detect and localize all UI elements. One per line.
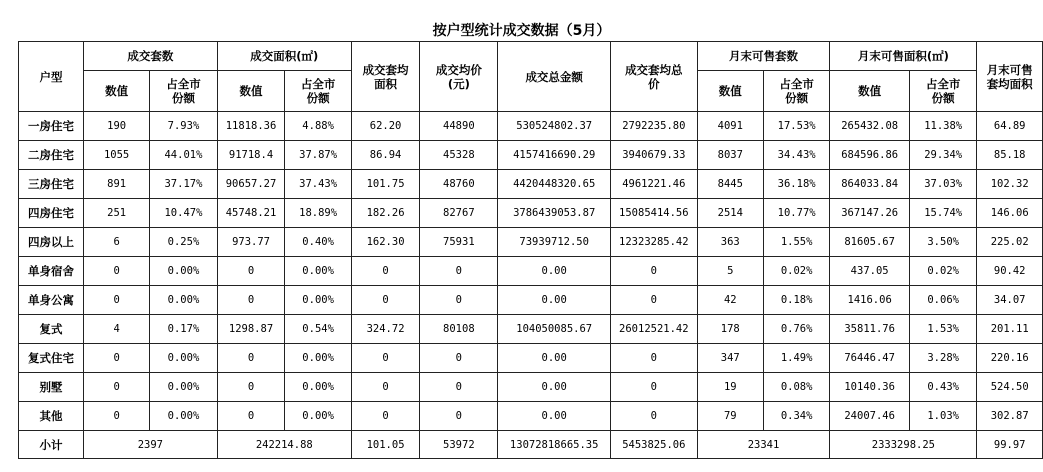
header-share: 占全市 份额 bbox=[763, 71, 829, 112]
subtotal-total-amount: 13072818665.35 bbox=[498, 431, 611, 459]
header-house-type: 户型 bbox=[19, 42, 84, 112]
cell-me-area: 684596.86 bbox=[830, 141, 910, 170]
cell-me-area-share: 1.53% bbox=[909, 315, 976, 344]
cell-avg-price: 0 bbox=[420, 402, 498, 431]
cell-me-area-share: 0.02% bbox=[909, 257, 976, 286]
cell-total-amount: 0.00 bbox=[498, 257, 611, 286]
cell-total-amount: 530524802.37 bbox=[498, 112, 611, 141]
cell-units: 251 bbox=[84, 199, 150, 228]
cell-area: 90657.27 bbox=[217, 170, 285, 199]
header-value: 数值 bbox=[830, 71, 910, 112]
cell-me-units-share: 34.43% bbox=[763, 141, 829, 170]
cell-me-units-share: 0.02% bbox=[763, 257, 829, 286]
cell-me-units: 42 bbox=[697, 286, 763, 315]
cell-me-area-share: 3.50% bbox=[909, 228, 976, 257]
cell-me-units-share: 17.53% bbox=[763, 112, 829, 141]
cell-me-units: 347 bbox=[697, 344, 763, 373]
cell-me-units: 2514 bbox=[697, 199, 763, 228]
cell-area-share: 0.00% bbox=[285, 286, 351, 315]
cell-avg-price: 45328 bbox=[420, 141, 498, 170]
cell-me-units: 19 bbox=[697, 373, 763, 402]
header-deal-area: 成交面积(㎡) bbox=[217, 42, 351, 71]
cell-area: 0 bbox=[217, 373, 285, 402]
row-label: 复式住宅 bbox=[19, 344, 84, 373]
row-label: 复式 bbox=[19, 315, 84, 344]
cell-total-amount: 3786439053.87 bbox=[498, 199, 611, 228]
subtotal-me-avg-area: 99.97 bbox=[977, 431, 1043, 459]
cell-avg-total: 0 bbox=[610, 286, 697, 315]
table-row bbox=[19, 315, 1043, 344]
cell-area: 0 bbox=[217, 257, 285, 286]
cell-area-share: 0.00% bbox=[285, 344, 351, 373]
cell-units-share: 0.17% bbox=[150, 315, 217, 344]
cell-avg-area: 101.75 bbox=[351, 170, 419, 199]
cell-total-amount: 0.00 bbox=[498, 286, 611, 315]
subtotal-avg-total: 5453825.06 bbox=[610, 431, 697, 459]
row-label: 二房住宅 bbox=[19, 141, 84, 170]
cell-me-units: 79 bbox=[697, 402, 763, 431]
cell-avg-price: 82767 bbox=[420, 199, 498, 228]
cell-me-avg-area: 34.07 bbox=[977, 286, 1043, 315]
subtotal-me-area: 2333298.25 bbox=[830, 431, 977, 459]
cell-area-share: 4.88% bbox=[285, 112, 351, 141]
cell-me-avg-area: 524.50 bbox=[977, 373, 1043, 402]
table-row bbox=[19, 141, 1043, 170]
subtotal-avg-price: 53972 bbox=[420, 431, 498, 459]
row-label: 其他 bbox=[19, 402, 84, 431]
cell-area-share: 0.00% bbox=[285, 402, 351, 431]
table-row bbox=[19, 112, 1043, 141]
cell-units-share: 0.25% bbox=[150, 228, 217, 257]
cell-units: 0 bbox=[84, 257, 150, 286]
cell-avg-total: 0 bbox=[610, 257, 697, 286]
cell-me-units-share: 0.08% bbox=[763, 373, 829, 402]
table-title: 按户型统计成交数据（5月） bbox=[432, 23, 611, 39]
cell-units-share: 7.93% bbox=[150, 112, 217, 141]
cell-units: 4 bbox=[84, 315, 150, 344]
cell-area-share: 0.54% bbox=[285, 315, 351, 344]
header-deal-units: 成交套数 bbox=[84, 42, 218, 71]
cell-units: 0 bbox=[84, 286, 150, 315]
cell-area-share: 37.43% bbox=[285, 170, 351, 199]
cell-area: 91718.4 bbox=[217, 141, 285, 170]
cell-me-units-share: 36.18% bbox=[763, 170, 829, 199]
cell-me-units-share: 1.55% bbox=[763, 228, 829, 257]
header-row-1 bbox=[19, 42, 1043, 71]
cell-me-area: 437.05 bbox=[830, 257, 910, 286]
cell-avg-area: 162.30 bbox=[351, 228, 419, 257]
cell-me-area-share: 1.03% bbox=[909, 402, 976, 431]
cell-avg-price: 44890 bbox=[420, 112, 498, 141]
cell-area-share: 18.89% bbox=[285, 199, 351, 228]
cell-units: 0 bbox=[84, 344, 150, 373]
cell-me-area: 35811.76 bbox=[830, 315, 910, 344]
cell-avg-price: 0 bbox=[420, 373, 498, 402]
header-avg-area: 成交套均 面积 bbox=[351, 42, 419, 112]
table-row bbox=[19, 344, 1043, 373]
cell-units-share: 10.47% bbox=[150, 199, 217, 228]
cell-area-share: 37.87% bbox=[285, 141, 351, 170]
cell-total-amount: 0.00 bbox=[498, 344, 611, 373]
cell-me-area: 864033.84 bbox=[830, 170, 910, 199]
row-label: 四房以上 bbox=[19, 228, 84, 257]
row-label: 三房住宅 bbox=[19, 170, 84, 199]
cell-avg-area: 0 bbox=[351, 257, 419, 286]
header-month-end-area: 月末可售面积(㎡) bbox=[830, 42, 977, 71]
row-label: 四房住宅 bbox=[19, 199, 84, 228]
table-row bbox=[19, 257, 1043, 286]
cell-me-area-share: 0.43% bbox=[909, 373, 976, 402]
cell-me-units-share: 0.34% bbox=[763, 402, 829, 431]
cell-avg-total: 12323285.42 bbox=[610, 228, 697, 257]
cell-me-area: 81605.67 bbox=[830, 228, 910, 257]
header-avg-total: 成交套均总 价 bbox=[610, 42, 697, 112]
cell-avg-total: 26012521.42 bbox=[610, 315, 697, 344]
cell-me-area-share: 15.74% bbox=[909, 199, 976, 228]
cell-me-area-share: 3.28% bbox=[909, 344, 976, 373]
subtotal-row bbox=[19, 431, 1043, 459]
cell-me-area: 10140.36 bbox=[830, 373, 910, 402]
cell-avg-price: 48760 bbox=[420, 170, 498, 199]
cell-avg-price: 0 bbox=[420, 344, 498, 373]
header-share: 占全市 份额 bbox=[285, 71, 351, 112]
cell-me-avg-area: 85.18 bbox=[977, 141, 1043, 170]
cell-total-amount: 104050085.67 bbox=[498, 315, 611, 344]
cell-avg-price: 0 bbox=[420, 286, 498, 315]
cell-area-share: 0.00% bbox=[285, 373, 351, 402]
cell-units: 891 bbox=[84, 170, 150, 199]
cell-area-share: 0.00% bbox=[285, 257, 351, 286]
row-label: 单身公寓 bbox=[19, 286, 84, 315]
cell-units: 0 bbox=[84, 402, 150, 431]
cell-me-units-share: 10.77% bbox=[763, 199, 829, 228]
cell-avg-price: 0 bbox=[420, 257, 498, 286]
subtotal-area: 242214.88 bbox=[217, 431, 351, 459]
cell-me-avg-area: 220.16 bbox=[977, 344, 1043, 373]
subtotal-avg-area: 101.05 bbox=[351, 431, 419, 459]
cell-avg-area: 86.94 bbox=[351, 141, 419, 170]
cell-area: 0 bbox=[217, 402, 285, 431]
cell-me-avg-area: 64.89 bbox=[977, 112, 1043, 141]
cell-me-area: 367147.26 bbox=[830, 199, 910, 228]
cell-me-area: 1416.06 bbox=[830, 286, 910, 315]
cell-units-share: 0.00% bbox=[150, 373, 217, 402]
cell-avg-price: 75931 bbox=[420, 228, 498, 257]
cell-units-share: 44.01% bbox=[150, 141, 217, 170]
cell-me-area-share: 37.03% bbox=[909, 170, 976, 199]
cell-total-amount: 0.00 bbox=[498, 373, 611, 402]
cell-me-area-share: 29.34% bbox=[909, 141, 976, 170]
cell-units: 190 bbox=[84, 112, 150, 141]
cell-avg-area: 62.20 bbox=[351, 112, 419, 141]
cell-area: 45748.21 bbox=[217, 199, 285, 228]
cell-me-avg-area: 201.11 bbox=[977, 315, 1043, 344]
cell-me-area: 24007.46 bbox=[830, 402, 910, 431]
cell-total-amount: 0.00 bbox=[498, 402, 611, 431]
cell-me-avg-area: 146.06 bbox=[977, 199, 1043, 228]
cell-me-units-share: 0.18% bbox=[763, 286, 829, 315]
table-row bbox=[19, 199, 1043, 228]
cell-avg-area: 0 bbox=[351, 344, 419, 373]
header-value: 数值 bbox=[217, 71, 285, 112]
cell-area: 11818.36 bbox=[217, 112, 285, 141]
table-row bbox=[19, 373, 1043, 402]
cell-avg-total: 2792235.80 bbox=[610, 112, 697, 141]
cell-total-amount: 4157416690.29 bbox=[498, 141, 611, 170]
cell-avg-total: 0 bbox=[610, 344, 697, 373]
cell-me-units: 8445 bbox=[697, 170, 763, 199]
cell-avg-area: 324.72 bbox=[351, 315, 419, 344]
cell-me-area-share: 0.06% bbox=[909, 286, 976, 315]
cell-units-share: 0.00% bbox=[150, 344, 217, 373]
cell-total-amount: 73939712.50 bbox=[498, 228, 611, 257]
cell-units: 0 bbox=[84, 373, 150, 402]
row-label: 别墅 bbox=[19, 373, 84, 402]
cell-me-units: 8037 bbox=[697, 141, 763, 170]
cell-me-area: 265432.08 bbox=[830, 112, 910, 141]
cell-area: 0 bbox=[217, 344, 285, 373]
table-row bbox=[19, 170, 1043, 199]
header-month-end-avg-area: 月末可售 套均面积 bbox=[977, 42, 1043, 112]
subtotal-label: 小计 bbox=[19, 431, 84, 459]
header-value: 数值 bbox=[84, 71, 150, 112]
cell-units: 6 bbox=[84, 228, 150, 257]
cell-total-amount: 4420448320.65 bbox=[498, 170, 611, 199]
cell-avg-total: 4961221.46 bbox=[610, 170, 697, 199]
table-row bbox=[19, 402, 1043, 431]
cell-me-units: 363 bbox=[697, 228, 763, 257]
subtotal-me-units: 23341 bbox=[697, 431, 830, 459]
cell-units-share: 0.00% bbox=[150, 402, 217, 431]
cell-units-share: 0.00% bbox=[150, 257, 217, 286]
header-share: 占全市 份额 bbox=[150, 71, 217, 112]
subtotal-units: 2397 bbox=[84, 431, 218, 459]
cell-avg-area: 0 bbox=[351, 286, 419, 315]
row-label: 一房住宅 bbox=[19, 112, 84, 141]
cell-me-units-share: 0.76% bbox=[763, 315, 829, 344]
header-total-amount: 成交总金额 bbox=[498, 42, 611, 112]
cell-avg-price: 80108 bbox=[420, 315, 498, 344]
cell-area: 1298.87 bbox=[217, 315, 285, 344]
cell-me-avg-area: 90.42 bbox=[977, 257, 1043, 286]
cell-me-avg-area: 225.02 bbox=[977, 228, 1043, 257]
cell-avg-area: 0 bbox=[351, 373, 419, 402]
cell-units-share: 0.00% bbox=[150, 286, 217, 315]
cell-avg-area: 0 bbox=[351, 402, 419, 431]
cell-area-share: 0.40% bbox=[285, 228, 351, 257]
header-share: 占全市 份额 bbox=[909, 71, 976, 112]
cell-me-area-share: 11.38% bbox=[909, 112, 976, 141]
deal-stats-table bbox=[18, 41, 1043, 459]
header-avg-price: 成交均价 (元) bbox=[420, 42, 498, 112]
cell-me-units: 178 bbox=[697, 315, 763, 344]
cell-me-avg-area: 102.32 bbox=[977, 170, 1043, 199]
cell-avg-total: 0 bbox=[610, 373, 697, 402]
cell-me-units-share: 1.49% bbox=[763, 344, 829, 373]
cell-avg-total: 0 bbox=[610, 402, 697, 431]
cell-avg-total: 3940679.33 bbox=[610, 141, 697, 170]
cell-avg-total: 15085414.56 bbox=[610, 199, 697, 228]
cell-units-share: 37.17% bbox=[150, 170, 217, 199]
row-label: 单身宿舍 bbox=[19, 257, 84, 286]
table-row bbox=[19, 228, 1043, 257]
cell-avg-area: 182.26 bbox=[351, 199, 419, 228]
header-month-end-units: 月末可售套数 bbox=[697, 42, 830, 71]
cell-me-units: 4091 bbox=[697, 112, 763, 141]
cell-me-avg-area: 302.87 bbox=[977, 402, 1043, 431]
cell-me-area: 76446.47 bbox=[830, 344, 910, 373]
cell-area: 973.77 bbox=[217, 228, 285, 257]
cell-me-units: 5 bbox=[697, 257, 763, 286]
header-value: 数值 bbox=[697, 71, 763, 112]
cell-units: 1055 bbox=[84, 141, 150, 170]
cell-area: 0 bbox=[217, 286, 285, 315]
table-row bbox=[19, 286, 1043, 315]
